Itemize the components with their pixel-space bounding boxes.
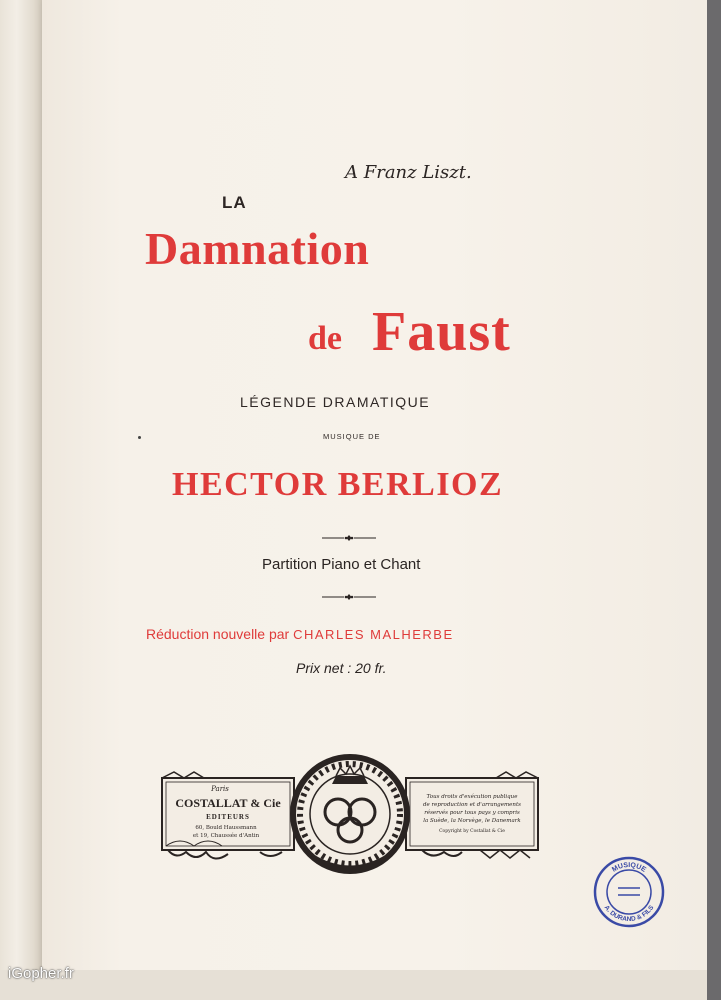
library-stamp	[592, 855, 666, 929]
title-line-damnation: Damnation	[145, 223, 370, 274]
publisher-role: EDITEURS	[206, 813, 250, 821]
stamp-text-bottom: A. DURAND & FILS	[602, 904, 656, 923]
svg-text:MUSIQUE	[611, 862, 647, 874]
rights-line-2: de reproduction et d'arrangements	[422, 802, 522, 808]
stamp-text-top: MUSIQUE	[611, 861, 647, 874]
title-article: LA	[222, 193, 247, 212]
book-spine	[0, 0, 42, 1000]
ink-speck	[138, 436, 141, 439]
publisher-address-2: et 19, Chaussée d'Antin	[192, 833, 260, 839]
reduction-credit	[146, 626, 454, 642]
rights-line-1: Tous droits d'exécution publique	[426, 794, 518, 800]
publisher-city: Paris	[211, 785, 229, 793]
page-edge-shadow	[707, 0, 721, 1000]
composer-name: HECTOR BERLIOZ	[172, 466, 504, 503]
watermark: iGopher.fr	[8, 965, 74, 982]
title-line-faust: Faust	[372, 301, 511, 363]
reduction-prefix: Réduction nouvelle par	[146, 626, 290, 642]
rights-line-3: réservés pour tous pays y compris	[424, 810, 520, 816]
copyright-line: Copyright by Costallat & Cie	[439, 829, 505, 834]
rights-line-4: la Suède, la Norvège, le Danemark	[423, 818, 521, 824]
publisher-name: COSTALLAT & Cie	[175, 796, 281, 810]
ornamental-rule-bottom	[322, 592, 376, 602]
page-bottom-edge	[0, 970, 707, 1000]
subtitle: LÉGENDE DRAMATIQUE	[240, 394, 431, 410]
price-label: Prix net : 20 fr.	[296, 660, 387, 676]
edition-label: Partition Piano et Chant	[262, 556, 421, 573]
music-by-label: MUSIQUE DE	[323, 432, 381, 441]
ornamental-rule-top	[322, 533, 376, 543]
title-de: de	[308, 320, 342, 357]
publisher-address-1: 60, Bould Haussmann	[195, 825, 257, 831]
arranger-name: CHARLES MALHERBE	[293, 627, 454, 642]
dedication: A Franz Liszt.	[345, 162, 472, 183]
publisher-emblem	[160, 750, 540, 878]
